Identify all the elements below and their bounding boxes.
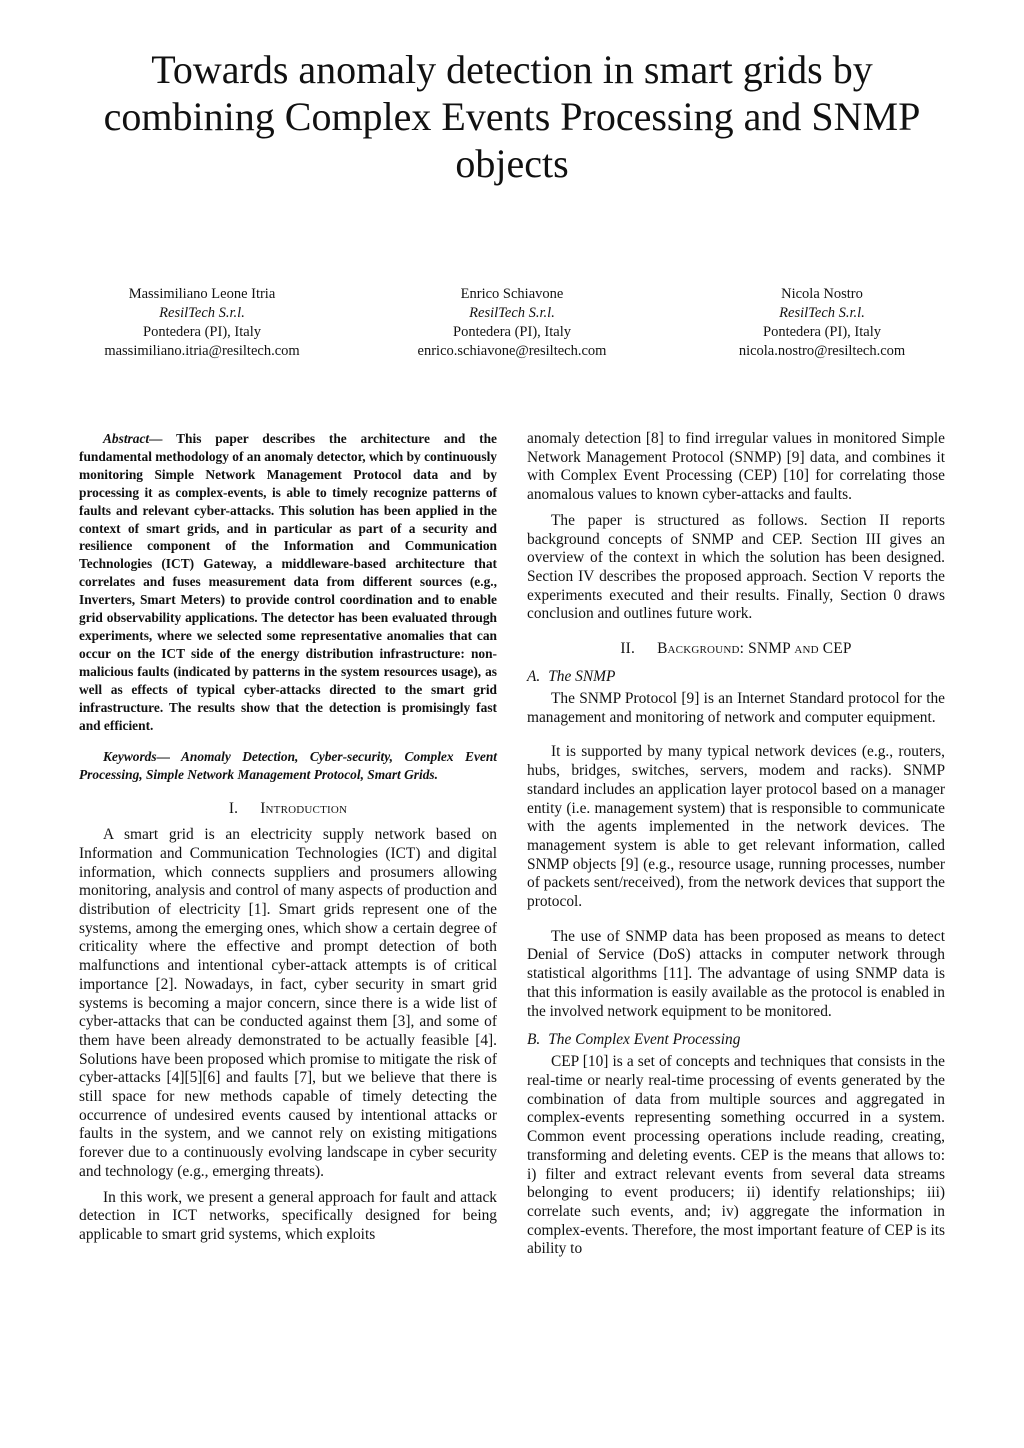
- author-name: Massimiliano Leone Itria: [128, 286, 276, 302]
- paragraph: The SNMP Protocol [9] is an Internet Standard protocol for the management and monitoring of network and computer equipment.: [527, 690, 945, 726]
- keywords-label: Keywords—: [103, 749, 170, 765]
- section-heading-introduction: [79, 800, 497, 818]
- left-column: [79, 430, 497, 1245]
- section-number: II.: [620, 640, 636, 658]
- author-1: [52, 285, 352, 361]
- author-email: massimiliano.itria@resiltech.com: [104, 343, 300, 359]
- section-number: I.: [228, 800, 239, 818]
- section-title: Background: SNMP and CEP: [657, 640, 852, 658]
- subsection-title: The Complex Event Processing: [548, 1031, 741, 1049]
- paragraph-continuation: anomaly detection [8] to find irregular values in monitored Simple Network Management Protocol (SNMP) [9] data, and combines it with Complex Event Processing (CEP) [10] for correlating those anomalous values to known cyber-attacks and faults.: [527, 430, 945, 504]
- author-location: Pontedera (PI), Italy: [763, 324, 881, 340]
- author-name: Enrico Schiavone: [460, 286, 564, 302]
- keywords-text: Anomaly Detection, Cyber-security, Complex Event Processing, Simple Network Management Protocol, Smart Grids.: [79, 749, 497, 783]
- author-2: [362, 285, 662, 361]
- author-location: Pontedera (PI), Italy: [453, 324, 571, 340]
- author-affiliation: ResilTech S.r.l.: [469, 305, 555, 321]
- paragraph: The use of SNMP data has been proposed as means to detect Denial of Service (DoS) attacks in computer network through statistical algorithms [11]. The advantage of using SNMP data is that this information is easily available as the protocol is enabled in the involved network equipment to be monitored.: [527, 927, 945, 1020]
- subsection-title: The SNMP: [548, 668, 616, 686]
- subsection-heading-cep: [527, 1031, 945, 1049]
- author-location: Pontedera (PI), Italy: [143, 324, 261, 340]
- paragraph: A smart grid is an electricity supply network based on Information and Communication Technologies (ICT) and digital information, which connects suppliers and prosumers allowing monitoring, analysis and control of many aspects of production and distribution of electricity [1]. Smart grids represent one of the systems, among the emerging ones, which show a certain degree of criticality where the effective and prompt detection of both malfunctions and intentional cyber-attack attempts is of critical importance [2]. Nowadays, in fact, cyber security in smart grid systems is becoming a major concern, since there is a wide list of cyber-attacks that can be conducted against them [3], and some of them have been already demonstrated to be actually feasible [4]. Solutions have been proposed which promise to mitigate the risk of cyber-attacks [4][5][6] and faults [7], but we believe that there is still space for new methods capable of timely detecting the occurrence of undesired events caused by intentional attacks or faults in the system, and we cannot rely on existing mitigations forever due to a continuously evolving landscape in cyber security and technology (e.g., emerging threats).: [79, 826, 497, 1180]
- subsection-letter: B.: [527, 1031, 541, 1049]
- subsection-letter: A.: [527, 668, 541, 686]
- section-title: Introduction: [260, 800, 348, 818]
- author-block: [60, 285, 964, 375]
- abstract-text: This paper describes the architecture and the fundamental methodology of an anomaly detector, which by continuously monitoring Simple Network Management Protocol data and by processing it as complex-events, is able to timely recognize patterns of faults and relevant cyber-attacks. This solution has been applied in the context of smart grids, and in particular as part of a security and resilience component of the Information and Communication Technologies (ICT) Gateway, a middleware-based architecture that correlates and fuses measurement data from different sources (e.g., Inverters, Smart Meters) to provide control coordination and to enable grid observability applications. The detector has been evaluated through experiments, where we selected some representative anomalies that can occur on the ICT side of the energy distribution infrastructure: non-malicious faults (indicated by patterns in the system resources usage), as well as effects of typical cyber-attacks directed to the smart grid infrastructure. The results show that the detection is promisingly fast and efficient.: [79, 431, 498, 733]
- paper-title: Towards anomaly detection in smart grids by combining Complex Events Processing and SNMP objects: [103, 47, 921, 186]
- paragraph: CEP [10] is a set of concepts and techniques that consists in the real-time or nearly real-time processing of events generated by the combination of data from multiple sources and aggregated in complex-events representing something occurred in a system. Common event processing operations include reading, creating, transforming and deleting events. CEP is the means that allows to: i) filter and extract relevant events from several data streams belonging to event producers; ii) identify relationships; iii) correlate such events, and; iv) aggregate the information in complex-events. Therefore, the most important feature of CEP is its ability to: [527, 1053, 945, 1258]
- subsection-heading-snmp: [527, 668, 945, 686]
- right-column: [527, 430, 945, 1259]
- author-name: Nicola Nostro: [781, 286, 863, 302]
- author-affiliation: ResilTech S.r.l.: [779, 305, 865, 321]
- author-affiliation: ResilTech S.r.l.: [159, 305, 245, 321]
- paragraph: The paper is structured as follows. Section II reports background concepts of SNMP and CEP. Section III gives an overview of the context in which the solution has been designed. Section IV describes the proposed approach. Section V reports the experiments executed and their results. Finally, Section 0 draws conclusion and outlines future work.: [527, 511, 945, 623]
- abstract: [79, 430, 497, 734]
- paragraph: It is supported by many typical network devices (e.g., routers, hubs, bridges, switches, servers, modem and racks). SNMP standard includes an application layer protocol based on a manager entity (i.e. management system) that is responsible to communicate with the agents implemented in the network devices. The management system is able to get relevant information, called SNMP objects [9] (e.g., resource usage, running processes, number of packets sent/received), from the network devices that support the protocol.: [527, 743, 945, 911]
- section-heading-background: [527, 640, 945, 658]
- author-email: nicola.nostro@resiltech.com: [738, 343, 906, 359]
- abstract-label: Abstract—: [103, 431, 163, 446]
- keywords: [79, 748, 497, 784]
- author-3: [672, 285, 972, 361]
- author-email: enrico.schiavone@resiltech.com: [417, 343, 607, 359]
- paragraph: In this work, we present a general approach for fault and attack detection in ICT networks, specifically designed for being applicable to smart grid systems, which exploits: [79, 1188, 497, 1243]
